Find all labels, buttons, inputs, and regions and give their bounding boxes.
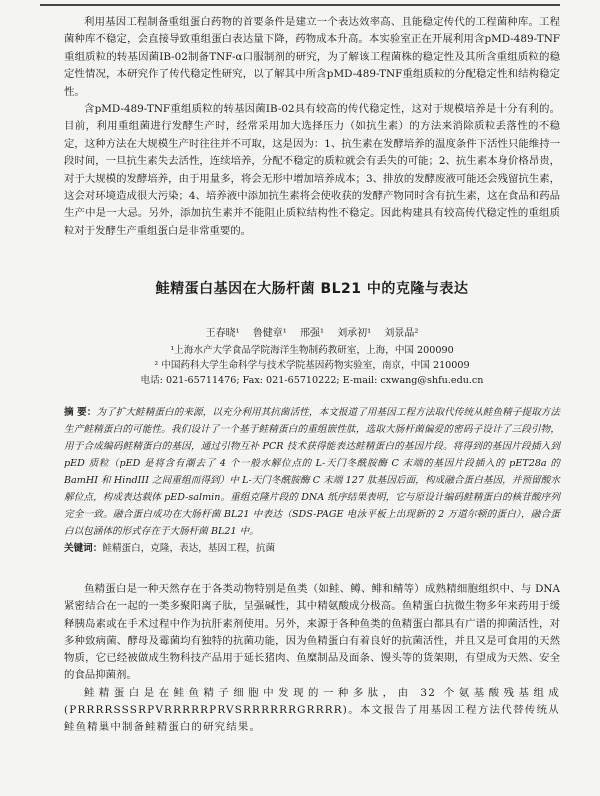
affiliation-2: ² 中国药科大学生命科学与技术学院基因药物实验室，南京，中国 210009 — [154, 360, 470, 372]
header-rule — [40, 4, 560, 6]
author-name: 刘承初¹ — [337, 328, 372, 340]
keywords — [64, 540, 560, 557]
contact-info: 电话: 021-65711476; Fax: 021-65710222; E-mail: cxwang@shfu.edu.cn — [140, 375, 484, 387]
affiliation-1: ¹上海水产大学食品学院海洋生物制药教研室，上海，中国 200090 — [170, 345, 454, 357]
section-paragraph-2: 鲑精蛋白是在鲑鱼精子细胞中发现的一种多肽，由 32 个氨基酸残基组成(PRRRRSSSRPVRRRRRPRVSRRRRRRGRRRR)。本文报告了用基因工程方法代替传统从鲑鱼精巢中制备鲑精蛋白的研究结果。 — [64, 686, 560, 733]
paper-page — [64, 14, 560, 736]
author-name: 邢强¹ — [299, 328, 324, 340]
paper-title: 鲑精蛋白基因在大肠杆菌 BL21 中的克隆与表达 — [155, 281, 469, 298]
keywords-label: 关键词： — [64, 543, 103, 555]
keywords-text: 鲑精蛋白，克隆，表达，基因工程，抗菌 — [102, 543, 276, 555]
author-name: 王春晓¹ — [205, 328, 240, 340]
intro-paragraph-2: 含pMD-489-TNF重组质粒的转基因菌IB-02具有较高的传代稳定性，这对于规模培养是十分有利的。目前，利用重组菌进行发酵生产时，经常采用加大选择压力（如抗生素）的方法来消除质粒丢落性的不稳定，这种方法在大规模生产时往往并不可取，这是因为：1、抗生素在发酵培养的温度条件下活性只能维持一段时间，一旦抗生素失去活性，连续培养，分配不稳定的质粒就会有丢失的可能；2、抗生素本身价格昂贵，对于大规模的发酵培养，由于用量多，将会无形中增加培养成本；3、排放的发酵废液可能还会残留抗生素，这会对环境造成很大污染；4、培养液中添加抗生素将会使收获的发酵产物同时含有抗生素，这在食品和药品生产中是一大忌。另外，添加抗生素并不能阻止质粒结构性不稳定。因此构建具有较高传代稳定性的重组质粒对于发酵生产重组蛋白是非常重要的。 — [64, 103, 560, 237]
author-name: 刘景晶² — [384, 328, 419, 340]
author-list — [64, 324, 560, 339]
abstract-text: 为了扩大鲑精蛋白的来源，以充分利用其抗菌活性，本文报道了用基因工程方法取代传统从鲑鱼精子提取方法生产鲑精蛋白的可能性。我们设计了一个基于鲑精蛋白的重组嵌性肽，选取大肠杆菌偏爱的密码子设计了三段引物，用于合成编码鲑精蛋白的基因，通过引物互补 PCR 技术获得能表达鲑精蛋白的基因片段。将得到的基因片段插入到 pED 质粒（pED 是将含有潮去了 4 个一般水解位点的 L-天门冬酰胺酶 C 末端的基因片段插入的 pET28a 的 BamHI 和 HindIII 之间重组而得到）中 L-天门冬酰胺酶 C 末端 127 肽基因后面，构成融合蛋白基因，并预留酸水解位点，构成表达载体 pED-salmin。重组克隆片段的 DNA 纸序结果表明，它与原设计编码鲑精蛋白的核苷酸序列完全一致。融合蛋白成功在大肠杆菌 BL21 中表达（SDS-PAGE 电泳平板上出现新的 2 万道尔顿的蛋白），融合蛋白以包涵体的形式存在于大肠杆菌 BL21 中。 — [64, 407, 560, 538]
abstract-label: 摘 要： — [64, 407, 97, 419]
abstract — [64, 404, 560, 540]
author-name: 鲁健章¹ — [252, 328, 287, 340]
section-paragraph-1: 鱼精蛋白是一种天然存在于各类动物特别是鱼类（如鲑、鳟、鲱和鲭等）成熟精细胞组织中、与 DNA 紧密结合在一起的一类多聚阳离子肽，呈强碱性，其中精氨酸成分极高。鱼精蛋白抗微生物多年来药用于缓释胰岛素或在手术过程中作为抗肝素剂使用。另外，来源于各种鱼类的鱼精蛋白都具有广谱的抑菌活性，对多种致病菌、酵母及霉菌均有独特的抗菌功能，因为鱼精蛋白有着良好的抗菌活性，并且又是可食用的天然物质，它已经被做成生物科技产品用于延长猪肉、鱼糜制品及面条、馒头等的货架期，有望成为天然、安全的食品抑菌剂。 — [64, 583, 560, 682]
intro-paragraph-1: 利用基因工程制备重组蛋白药物的首要条件是建立一个表达效率高、且能稳定传代的工程菌种库。工程菌种库不稳定，会直接导致重组蛋白表达量下降，药物成本升高。本实验室正在开展利用含pMD-489-TNF重组质粒的转基因菌IB-02制备TNF-α口服制剂的研究，为了解该工程菌株的稳定性及其所含重组质粒的稳定性情况，本研究作了传代稳定性研究，以了解其中所含pMD-489-TNF重组质粒的分配稳定性和结构稳定性。 — [64, 16, 560, 98]
introduction-section — [64, 581, 560, 736]
